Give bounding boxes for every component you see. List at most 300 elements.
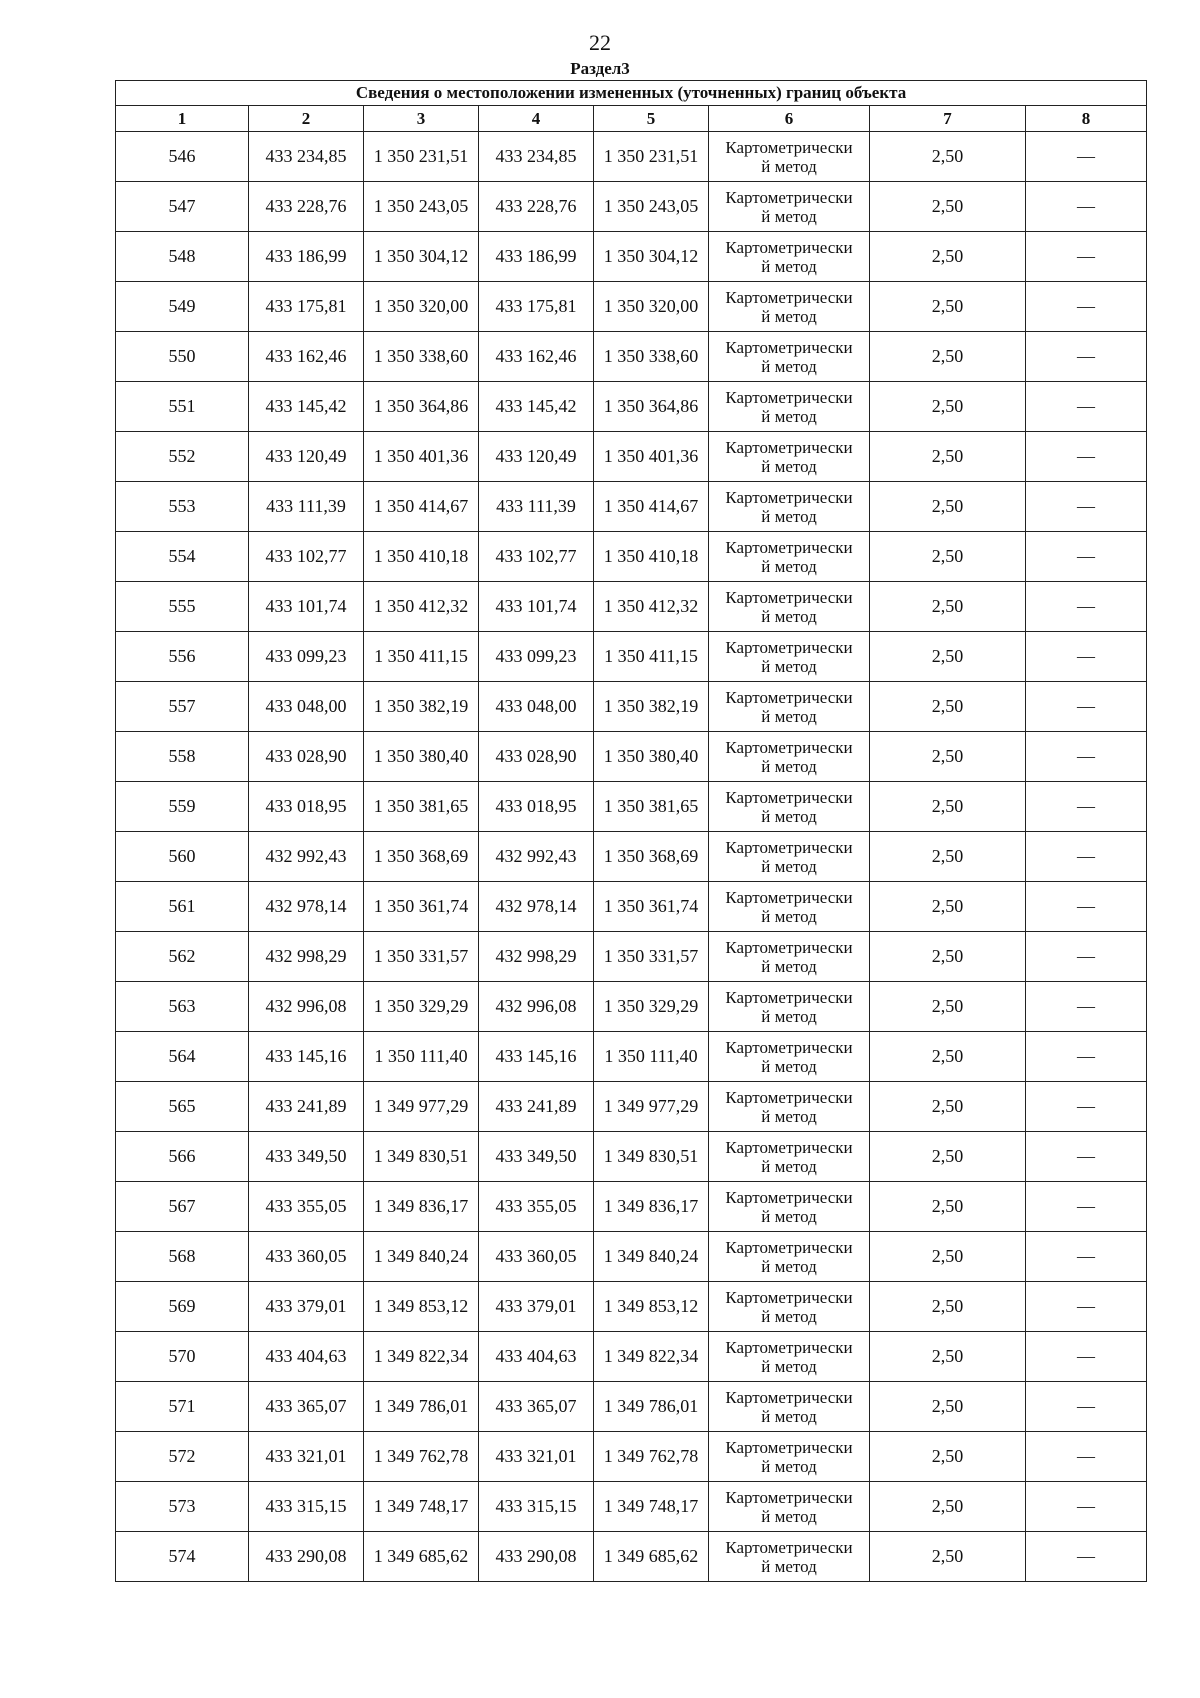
method-cell [709,1432,870,1482]
y-coord-cell: 1 349 853,12 [364,1282,479,1332]
table-row [116,982,1147,1032]
table-row [116,532,1147,582]
description-cell: — [1026,1182,1147,1232]
y-coord-cell: 1 349 748,17 [594,1482,709,1532]
method-text-line: Картометрически [725,787,853,807]
y-coord-cell: 1 350 414,67 [364,482,479,532]
y-coord-cell: 1 350 411,15 [364,632,479,682]
method-text-line: Картометрически [725,587,853,607]
column-header: 8 [1026,106,1147,132]
table-row [116,1232,1147,1282]
method-text-line: й метод [761,806,817,826]
method-text-line: й метод [761,456,817,476]
x-coord-cell: 433 379,01 [249,1282,364,1332]
method-text-line: Картометрически [725,487,853,507]
description-cell: — [1026,1232,1147,1282]
point-number-cell: 552 [116,432,249,482]
description-cell: — [1026,482,1147,532]
description-cell: — [1026,982,1147,1032]
y-coord-cell: 1 349 822,34 [364,1332,479,1382]
table-row [116,632,1147,682]
method-text-line: й метод [761,256,817,276]
x-coord-cell: 433 365,07 [249,1382,364,1432]
x-coord-cell: 433 404,63 [249,1332,364,1382]
method-text-line: й метод [761,956,817,976]
x-coord-cell: 433 028,90 [479,732,594,782]
description-cell: — [1026,1532,1147,1582]
y-coord-cell: 1 350 401,36 [364,432,479,482]
table-row [116,732,1147,782]
description-cell: — [1026,132,1147,182]
x-coord-cell: 433 379,01 [479,1282,594,1332]
description-cell: — [1026,782,1147,832]
point-number-cell: 553 [116,482,249,532]
accuracy-cell: 2,50 [870,632,1026,682]
method-text-line: й метод [761,756,817,776]
y-coord-cell: 1 350 380,40 [594,732,709,782]
method-text-line: й метод [761,1456,817,1476]
y-coord-cell: 1 350 338,60 [594,332,709,382]
x-coord-cell: 433 186,99 [249,232,364,282]
description-cell: — [1026,682,1147,732]
accuracy-cell: 2,50 [870,782,1026,832]
point-number-cell: 569 [116,1282,249,1332]
table-row [116,1082,1147,1132]
method-text-line: й метод [761,606,817,626]
x-coord-cell: 433 228,76 [249,182,364,232]
method-cell [709,432,870,482]
x-coord-cell: 433 111,39 [249,482,364,532]
method-text-line: й метод [761,406,817,426]
method-text-line: Картометрически [725,1237,853,1257]
method-text-line: й метод [761,1156,817,1176]
y-coord-cell: 1 350 368,69 [364,832,479,882]
y-coord-cell: 1 349 836,17 [594,1182,709,1232]
x-coord-cell: 433 111,39 [479,482,594,532]
y-coord-cell: 1 349 748,17 [364,1482,479,1532]
point-number-cell: 571 [116,1382,249,1432]
y-coord-cell: 1 350 364,86 [364,382,479,432]
method-cell [709,732,870,782]
accuracy-cell: 2,50 [870,1132,1026,1182]
method-text-line: Картометрически [725,937,853,957]
method-cell [709,132,870,182]
point-number-cell: 551 [116,382,249,432]
boundary-coordinates-table [115,80,1147,1582]
y-coord-cell: 1 350 320,00 [594,282,709,332]
y-coord-cell: 1 350 329,29 [364,982,479,1032]
method-text-line: Картометрически [725,1287,853,1307]
accuracy-cell: 2,50 [870,182,1026,232]
point-number-cell: 548 [116,232,249,282]
description-cell: — [1026,882,1147,932]
point-number-cell: 559 [116,782,249,832]
method-cell [709,332,870,382]
point-number-cell: 567 [116,1182,249,1232]
y-coord-cell: 1 350 410,18 [364,532,479,582]
x-coord-cell: 433 018,95 [479,782,594,832]
x-coord-cell: 433 315,15 [249,1482,364,1532]
y-coord-cell: 1 349 977,29 [594,1082,709,1132]
point-number-cell: 573 [116,1482,249,1532]
y-coord-cell: 1 350 414,67 [594,482,709,532]
method-text-line: Картометрически [725,1037,853,1057]
table-row [116,1482,1147,1532]
x-coord-cell: 432 996,08 [479,982,594,1032]
accuracy-cell: 2,50 [870,732,1026,782]
point-number-cell: 550 [116,332,249,382]
y-coord-cell: 1 350 331,57 [594,932,709,982]
method-cell [709,932,870,982]
description-cell: — [1026,1132,1147,1182]
method-cell [709,282,870,332]
x-coord-cell: 433 101,74 [479,582,594,632]
table-row [116,182,1147,232]
point-number-cell: 547 [116,182,249,232]
accuracy-cell: 2,50 [870,382,1026,432]
table-row [116,932,1147,982]
x-coord-cell: 432 992,43 [479,832,594,882]
x-coord-cell: 433 241,89 [249,1082,364,1132]
method-text-line: Картометрически [725,387,853,407]
y-coord-cell: 1 350 231,51 [364,132,479,182]
y-coord-cell: 1 350 382,19 [364,682,479,732]
x-coord-cell: 433 315,15 [479,1482,594,1532]
table-row [116,1182,1147,1232]
description-cell: — [1026,1432,1147,1482]
method-cell [709,232,870,282]
point-number-cell: 549 [116,282,249,332]
y-coord-cell: 1 350 361,74 [594,882,709,932]
method-text-line: й метод [761,1206,817,1226]
y-coord-cell: 1 349 836,17 [364,1182,479,1232]
description-cell: — [1026,282,1147,332]
accuracy-cell: 2,50 [870,1032,1026,1082]
y-coord-cell: 1 349 786,01 [364,1382,479,1432]
method-cell [709,882,870,932]
method-text-line: й метод [761,156,817,176]
column-header: 5 [594,106,709,132]
y-coord-cell: 1 350 368,69 [594,832,709,882]
method-cell [709,682,870,732]
table-row [116,282,1147,332]
x-coord-cell: 433 355,05 [479,1182,594,1232]
point-number-cell: 572 [116,1432,249,1482]
table-row [116,582,1147,632]
x-coord-cell: 433 404,63 [479,1332,594,1382]
method-text-line: й метод [761,1306,817,1326]
method-text-line: Картометрически [725,537,853,557]
table-row [116,1432,1147,1482]
method-text-line: Картометрически [725,1537,853,1557]
table-row [116,482,1147,532]
x-coord-cell: 433 349,50 [479,1132,594,1182]
method-text-line: й метод [761,1006,817,1026]
x-coord-cell: 433 234,85 [479,132,594,182]
method-text-line: Картометрически [725,1187,853,1207]
y-coord-cell: 1 349 977,29 [364,1082,479,1132]
table-row [116,1532,1147,1582]
table-row [116,682,1147,732]
method-text-line: Картометрически [725,737,853,757]
x-coord-cell: 432 996,08 [249,982,364,1032]
x-coord-cell: 432 998,29 [249,932,364,982]
method-text-line: Картометрически [725,1087,853,1107]
method-text-line: й метод [761,556,817,576]
method-cell [709,1132,870,1182]
point-number-cell: 561 [116,882,249,932]
method-text-line: Картометрически [725,1487,853,1507]
y-coord-cell: 1 350 304,12 [594,232,709,282]
table-row [116,1332,1147,1382]
y-coord-cell: 1 350 111,40 [364,1032,479,1082]
table-row [116,132,1147,182]
description-cell: — [1026,232,1147,282]
x-coord-cell: 433 175,81 [479,282,594,332]
method-cell [709,1282,870,1332]
description-cell: — [1026,1332,1147,1382]
x-coord-cell: 432 978,14 [479,882,594,932]
point-number-cell: 568 [116,1232,249,1282]
x-coord-cell: 433 365,07 [479,1382,594,1432]
accuracy-cell: 2,50 [870,232,1026,282]
y-coord-cell: 1 350 243,05 [594,182,709,232]
accuracy-cell: 2,50 [870,1532,1026,1582]
y-coord-cell: 1 350 381,65 [594,782,709,832]
x-coord-cell: 433 234,85 [249,132,364,182]
method-cell [709,382,870,432]
method-cell [709,1382,870,1432]
table-row [116,1382,1147,1432]
method-text-line: й метод [761,856,817,876]
table-row [116,882,1147,932]
table-row [116,1282,1147,1332]
table-row [116,432,1147,482]
column-header: 4 [479,106,594,132]
table-row [116,832,1147,882]
table-row [116,1132,1147,1182]
method-cell [709,1532,870,1582]
accuracy-cell: 2,50 [870,832,1026,882]
description-cell: — [1026,932,1147,982]
x-coord-cell: 432 998,29 [479,932,594,982]
accuracy-cell: 2,50 [870,1182,1026,1232]
accuracy-cell: 2,50 [870,982,1026,1032]
method-text-line: Картометрически [725,1337,853,1357]
description-cell: — [1026,532,1147,582]
method-text-line: Картометрически [725,637,853,657]
method-text-line: й метод [761,656,817,676]
description-cell: — [1026,1382,1147,1432]
accuracy-cell: 2,50 [870,432,1026,482]
x-coord-cell: 433 321,01 [479,1432,594,1482]
accuracy-cell: 2,50 [870,132,1026,182]
accuracy-cell: 2,50 [870,932,1026,982]
column-header: 1 [116,106,249,132]
x-coord-cell: 433 228,76 [479,182,594,232]
description-cell: — [1026,1482,1147,1532]
accuracy-cell: 2,50 [870,532,1026,582]
x-coord-cell: 433 175,81 [249,282,364,332]
x-coord-cell: 433 162,46 [249,332,364,382]
description-cell: — [1026,1082,1147,1132]
method-cell [709,482,870,532]
y-coord-cell: 1 349 786,01 [594,1382,709,1432]
table-row [116,332,1147,382]
accuracy-cell: 2,50 [870,1232,1026,1282]
point-number-cell: 560 [116,832,249,882]
point-number-cell: 557 [116,682,249,732]
description-cell: — [1026,832,1147,882]
column-header-row [116,106,1147,132]
method-text-line: й метод [761,906,817,926]
method-text-line: й метод [761,1256,817,1276]
column-header: 7 [870,106,1026,132]
description-cell: — [1026,1282,1147,1332]
description-cell: — [1026,1032,1147,1082]
y-coord-cell: 1 350 361,74 [364,882,479,932]
method-text-line: й метод [761,1106,817,1126]
method-text-line: Картометрически [725,287,853,307]
x-coord-cell: 433 102,77 [249,532,364,582]
method-text-line: Картометрически [725,137,853,157]
accuracy-cell: 2,50 [870,482,1026,532]
table-caption: Сведения о местоположении измененных (уточненных) границ объекта [116,81,1147,106]
y-coord-cell: 1 350 329,29 [594,982,709,1032]
method-cell [709,982,870,1032]
x-coord-cell: 433 145,42 [249,382,364,432]
x-coord-cell: 433 290,08 [249,1532,364,1582]
section-title: Раздел3 [570,59,630,78]
accuracy-cell: 2,50 [870,1332,1026,1382]
y-coord-cell: 1 349 840,24 [594,1232,709,1282]
y-coord-cell: 1 349 685,62 [364,1532,479,1582]
method-text-line: Картометрически [725,1387,853,1407]
accuracy-cell: 2,50 [870,282,1026,332]
point-number-cell: 555 [116,582,249,632]
x-coord-cell: 433 120,49 [249,432,364,482]
description-cell: — [1026,632,1147,682]
x-coord-cell: 432 978,14 [249,882,364,932]
point-number-cell: 558 [116,732,249,782]
y-coord-cell: 1 350 410,18 [594,532,709,582]
y-coord-cell: 1 349 830,51 [364,1132,479,1182]
method-cell [709,632,870,682]
method-text-line: Картометрически [725,887,853,907]
y-coord-cell: 1 350 320,00 [364,282,479,332]
x-coord-cell: 433 099,23 [249,632,364,682]
x-coord-cell: 433 101,74 [249,582,364,632]
x-coord-cell: 433 048,00 [249,682,364,732]
y-coord-cell: 1 350 381,65 [364,782,479,832]
accuracy-cell: 2,50 [870,682,1026,732]
point-number-cell: 564 [116,1032,249,1082]
method-cell [709,582,870,632]
y-coord-cell: 1 350 243,05 [364,182,479,232]
x-coord-cell: 433 028,90 [249,732,364,782]
accuracy-cell: 2,50 [870,1282,1026,1332]
y-coord-cell: 1 349 822,34 [594,1332,709,1382]
description-cell: — [1026,732,1147,782]
method-text-line: й метод [761,206,817,226]
y-coord-cell: 1 350 401,36 [594,432,709,482]
x-coord-cell: 433 355,05 [249,1182,364,1232]
y-coord-cell: 1 350 304,12 [364,232,479,282]
accuracy-cell: 2,50 [870,1482,1026,1532]
y-coord-cell: 1 350 331,57 [364,932,479,982]
point-number-cell: 565 [116,1082,249,1132]
column-header: 3 [364,106,479,132]
y-coord-cell: 1 350 364,86 [594,382,709,432]
accuracy-cell: 2,50 [870,582,1026,632]
y-coord-cell: 1 350 231,51 [594,132,709,182]
method-text-line: Картометрически [725,837,853,857]
point-number-cell: 562 [116,932,249,982]
method-text-line: й метод [761,1506,817,1526]
method-text-line: Картометрически [725,1437,853,1457]
description-cell: — [1026,382,1147,432]
y-coord-cell: 1 350 380,40 [364,732,479,782]
y-coord-cell: 1 349 685,62 [594,1532,709,1582]
y-coord-cell: 1 349 830,51 [594,1132,709,1182]
y-coord-cell: 1 350 412,32 [594,582,709,632]
y-coord-cell: 1 350 412,32 [364,582,479,632]
method-text-line: й метод [761,1356,817,1376]
accuracy-cell: 2,50 [870,882,1026,932]
x-coord-cell: 433 186,99 [479,232,594,282]
x-coord-cell: 433 241,89 [479,1082,594,1132]
accuracy-cell: 2,50 [870,1082,1026,1132]
method-text-line: Картометрически [725,687,853,707]
method-text-line: й метод [761,1556,817,1576]
method-text-line: Картометрически [725,1137,853,1157]
y-coord-cell: 1 350 411,15 [594,632,709,682]
column-header: 6 [709,106,870,132]
method-text-line: й метод [761,356,817,376]
accuracy-cell: 2,50 [870,1432,1026,1482]
x-coord-cell: 433 145,16 [249,1032,364,1082]
method-cell [709,532,870,582]
accuracy-cell: 2,50 [870,1382,1026,1432]
method-text-line: Картометрически [725,437,853,457]
page-number: 22 [589,30,611,55]
column-header: 2 [249,106,364,132]
table-row [116,382,1147,432]
point-number-cell: 556 [116,632,249,682]
method-text-line: й метод [761,306,817,326]
method-cell [709,1482,870,1532]
x-coord-cell: 433 102,77 [479,532,594,582]
y-coord-cell: 1 350 338,60 [364,332,479,382]
x-coord-cell: 433 162,46 [479,332,594,382]
y-coord-cell: 1 350 111,40 [594,1032,709,1082]
description-cell: — [1026,432,1147,482]
method-cell [709,1182,870,1232]
y-coord-cell: 1 349 840,24 [364,1232,479,1282]
method-cell [709,1332,870,1382]
y-coord-cell: 1 350 382,19 [594,682,709,732]
point-number-cell: 546 [116,132,249,182]
table-row [116,1032,1147,1082]
method-cell [709,782,870,832]
x-coord-cell: 433 120,49 [479,432,594,482]
x-coord-cell: 433 018,95 [249,782,364,832]
table-row [116,232,1147,282]
point-number-cell: 554 [116,532,249,582]
x-coord-cell: 433 048,00 [479,682,594,732]
y-coord-cell: 1 349 762,78 [594,1432,709,1482]
method-cell [709,1082,870,1132]
